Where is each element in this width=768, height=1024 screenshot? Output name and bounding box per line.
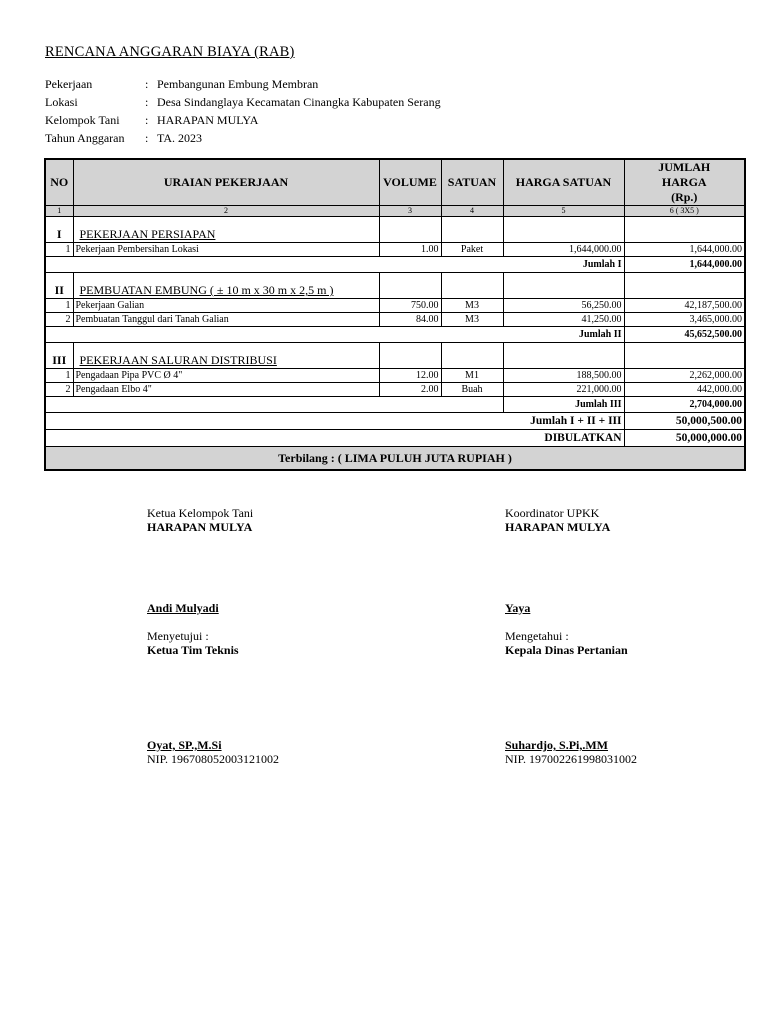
section-title [73,273,379,299]
item-total: 2,262,000.00 [624,369,745,383]
subtotal-value: 45,652,500.00 [624,327,745,343]
rab-table [44,158,746,471]
terbilang-text: Terbilang : ( LIMA PULUH JUTA RUPIAH ) [45,447,745,471]
rounded-label: DIBULATKAN [45,430,624,447]
signer-name: Suhardjo, S.Pi,.MM [505,738,609,752]
item-price: 188,500.00 [503,369,624,383]
item-unit: M3 [441,313,503,327]
table-row [45,313,745,327]
info-label: Kelompok Tani [45,112,120,127]
info-label: Lokasi [45,94,78,109]
header-no: NO [45,159,73,206]
col-number: 2 [73,206,379,217]
item-unit: Buah [441,383,503,397]
item-desc: Pekerjaan Pembersihan Lokasi [73,243,379,257]
signature-left-top [147,506,253,534]
rounded-row [45,430,745,447]
item-no: 1 [45,299,73,313]
section-no: II [45,273,73,299]
empty-cell [441,217,503,243]
column-number-row [45,206,745,217]
empty-cell [379,273,441,299]
item-volume: 2.00 [379,383,441,397]
info-colon: : [145,130,149,145]
col-number: 5 [503,206,624,217]
header-jumlah-line2: HARGA [661,175,707,189]
signer-role: Ketua Kelompok Tani [147,506,254,520]
terbilang-row [45,447,745,471]
empty-cell [379,217,441,243]
empty-cell [503,343,624,369]
info-row-kelompok-tani [45,111,441,129]
item-no: 2 [45,383,73,397]
item-desc: Pekerjaan Galian [73,299,379,313]
signer-role: Kepala Dinas Pertanian [505,643,628,657]
subtotal-label: Jumlah III [503,397,624,413]
table-row [45,383,745,397]
signature-right-bottom-name [505,738,637,766]
header-satuan: SATUAN [441,159,503,206]
item-desc: Pengadaan Elbo 4" [73,383,379,397]
item-total: 1,644,000.00 [624,243,745,257]
section-title [73,217,379,243]
signer-org: HARAPAN MULYA [505,520,611,534]
section-row [45,217,745,243]
empty-cell [441,343,503,369]
item-total: 442,000.00 [624,383,745,397]
section-title [73,343,379,369]
subtotal-label: Jumlah I [45,257,624,273]
item-total: 3,465,000.00 [624,313,745,327]
grand-total-row [45,413,745,430]
signer-role: Koordinator UPKK [505,506,600,520]
subtotal-row [45,397,745,413]
info-value: TA. 2023 [157,130,203,145]
info-row-pekerjaan [45,75,441,93]
grand-total-value: 50,000,500.00 [624,413,745,430]
section-name: PEKERJAAN PERSIAPAN [79,227,216,241]
document-title: RENCANA ANGGARAN BIAYA (RAB) [45,44,295,60]
subtotal-row [45,257,745,273]
item-unit: Paket [441,243,503,257]
signature-left-bottom-name [147,738,279,766]
signature-right-top [505,506,610,534]
col-number: 1 [45,206,73,217]
empty-cell [624,217,745,243]
empty-cell [379,343,441,369]
info-label: Tahun Anggaran [45,130,125,145]
table-row [45,243,745,257]
section-no: III [45,343,73,369]
item-price: 1,644,000.00 [503,243,624,257]
empty-cell [624,343,745,369]
project-info [45,75,441,147]
table-row [45,369,745,383]
signer-nip: NIP. 197002261998031002 [505,752,638,766]
subtotal-row [45,327,745,343]
subtotal-label: Jumlah II [45,327,624,343]
signer-intro: Menyetujui : [147,629,209,643]
section-no: I [45,217,73,243]
col-number: 4 [441,206,503,217]
item-no: 1 [45,243,73,257]
info-colon: : [145,94,149,109]
signer-name: Oyat, SP.,M.Si [147,738,222,752]
signer-role: Ketua Tim Teknis [147,643,239,657]
item-no: 1 [45,369,73,383]
info-row-lokasi [45,93,441,111]
empty-cell [45,397,503,413]
item-unit: M3 [441,299,503,313]
item-total: 42,187,500.00 [624,299,745,313]
table-row [45,299,745,313]
info-value: HARAPAN MULYA [157,112,259,127]
info-row-tahun-anggaran [45,129,441,147]
subtotal-value: 2,704,000.00 [624,397,745,413]
signature-left-bottom [147,629,239,657]
item-desc: Pengadaan Pipa PVC Ø 4" [73,369,379,383]
info-label: Pekerjaan [45,76,93,91]
info-colon: : [145,76,149,91]
signer-name: Yaya [505,601,531,615]
col-number: 6 ( 3X5 ) [624,206,745,217]
signer-nip: NIP. 196708052003121002 [147,752,280,766]
item-volume: 1.00 [379,243,441,257]
col-number: 3 [379,206,441,217]
info-value: Pembangunan Embung Membran [157,76,319,91]
signer-org: HARAPAN MULYA [147,520,253,534]
empty-cell [503,273,624,299]
section-row [45,273,745,299]
item-price: 41,250.00 [503,313,624,327]
item-desc: Pembuatan Tanggul dari Tanah Galian [73,313,379,327]
section-name: PEKERJAAN SALURAN DISTRIBUSI [79,353,277,367]
empty-cell [503,217,624,243]
header-uraian: URAIAN PEKERJAAN [73,159,379,206]
subtotal-value: 1,644,000.00 [624,257,745,273]
info-colon: : [145,112,149,127]
section-row [45,343,745,369]
item-volume: 84.00 [379,313,441,327]
item-volume: 750.00 [379,299,441,313]
empty-cell [624,273,745,299]
item-price: 56,250.00 [503,299,624,313]
header-jumlah-line3: (Rp.) [671,190,698,204]
header-volume: VOLUME [379,159,441,206]
signer-name: Andi Mulyadi [147,601,219,615]
info-value: Desa Sindanglaya Kecamatan Cinangka Kabupaten Serang [157,94,441,109]
rounded-value: 50,000,000.00 [624,430,745,447]
item-volume: 12.00 [379,369,441,383]
signature-left-top-name [147,601,219,615]
item-unit: M1 [441,369,503,383]
empty-cell [441,273,503,299]
signature-right-bottom [505,629,628,657]
item-price: 221,000.00 [503,383,624,397]
section-name: PEMBUATAN EMBUNG ( ± 10 m x 30 m x 2,5 m ) [79,283,334,297]
table-header-row [45,159,745,206]
header-jumlah-line1: JUMLAH [658,160,711,174]
signer-intro: Mengetahui : [505,629,569,643]
grand-total-label: Jumlah I + II + III [45,413,624,430]
header-jumlah-harga [624,159,745,206]
item-no: 2 [45,313,73,327]
signature-right-top-name [505,601,530,615]
header-harga-satuan: HARGA SATUAN [503,159,624,206]
